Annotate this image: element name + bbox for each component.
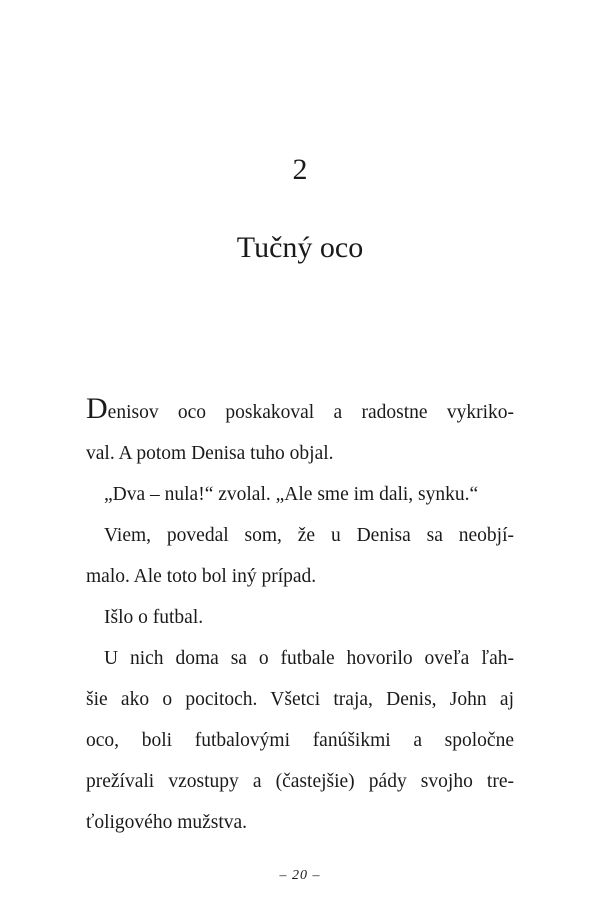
paragraph-line: ťoligového mužstva. bbox=[86, 812, 248, 833]
paragraph-line: šie ako o pocitoch. Všetci traja, Denis, John aj bbox=[86, 689, 514, 710]
chapter-title: Tučný oco bbox=[236, 231, 364, 264]
paragraph-text: enisov oco poskakoval a radostne vykriko- bbox=[107, 402, 514, 423]
paragraph-line: prežívali vzostupy a (častejšie) pády svojho tre- bbox=[86, 771, 514, 792]
paragraph-line: Viem, povedal som, že u Denisa sa neobjí- bbox=[104, 525, 514, 546]
paragraph-line: Išlo o futbal. bbox=[104, 607, 204, 628]
paragraph-line: val. A potom Denisa tuho objal. bbox=[86, 443, 334, 464]
paragraph-line: malo. Ale toto bol iný prípad. bbox=[86, 566, 317, 587]
drop-cap-letter: D bbox=[86, 392, 108, 425]
paragraph-line: U nich doma sa o futbale hovorilo oveľa ľah- bbox=[104, 648, 514, 669]
body-text bbox=[86, 392, 514, 843]
paragraph-line bbox=[86, 392, 514, 433]
page-number: – 20 – bbox=[279, 868, 321, 883]
paragraph-line: oco, boli futbalovými fanúšikmi a spoločne bbox=[86, 730, 514, 751]
chapter-number: 2 bbox=[292, 153, 308, 186]
paragraph-line: „Dva – nula!“ zvolal. „Ale sme im dali, synku.“ bbox=[104, 484, 479, 505]
